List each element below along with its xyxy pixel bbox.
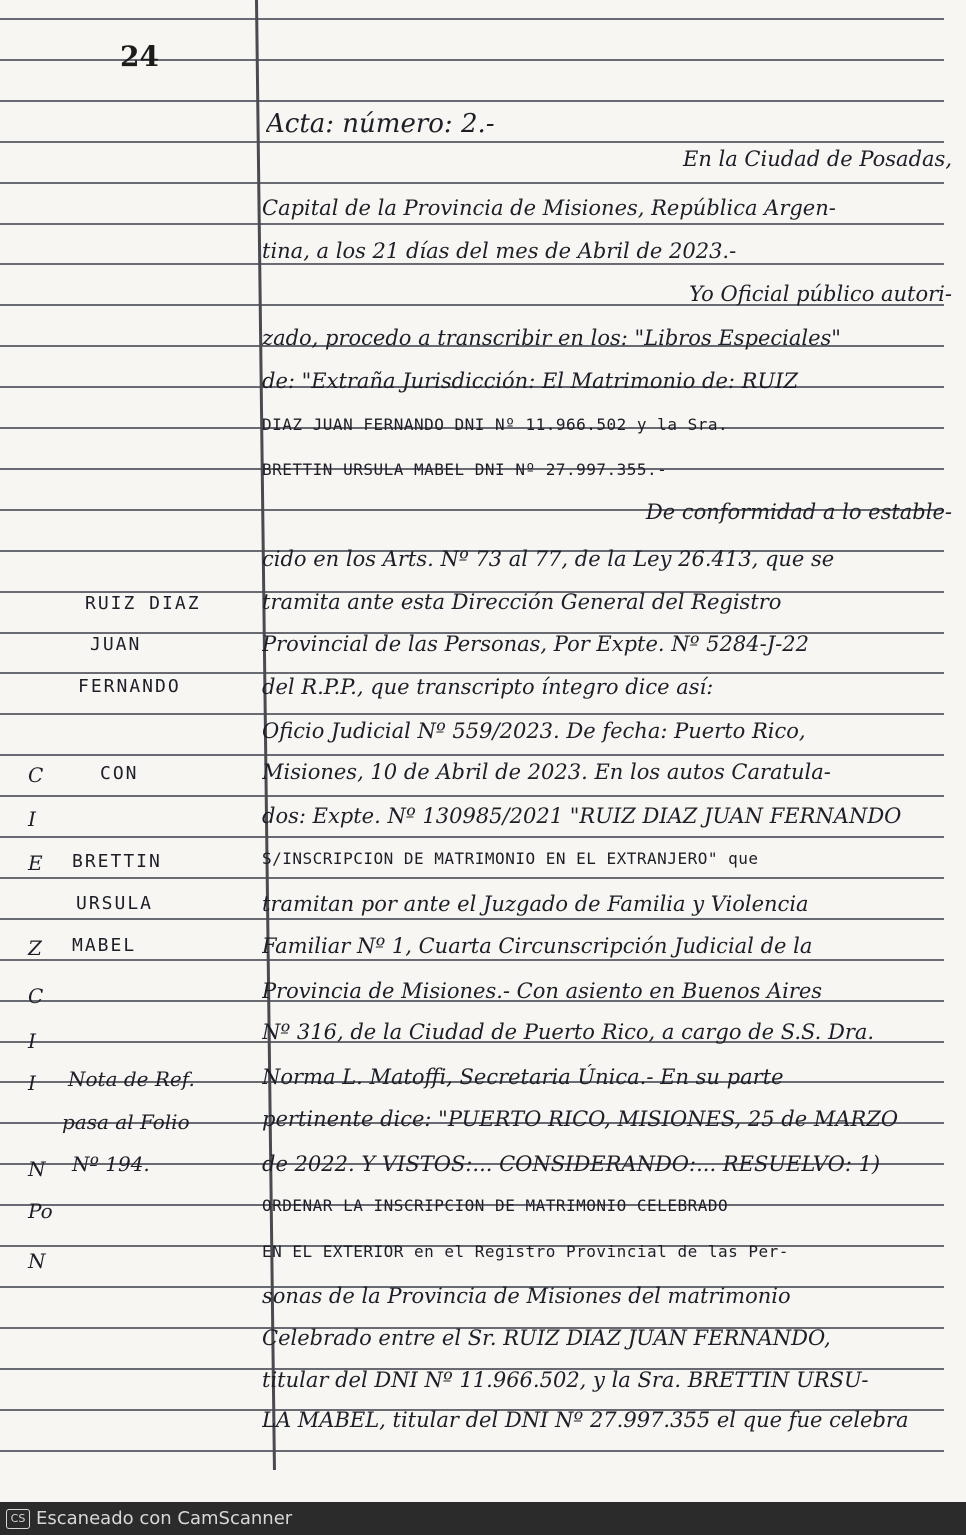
handwritten-line: Norma L. Matoffi, Secretaria Única.- En su parte	[262, 1065, 784, 1089]
margin-mark: I	[28, 807, 36, 831]
handwritten-line: cido en los Arts. Nº 73 al 77, de la Ley 26.413, que se	[262, 547, 835, 571]
handwritten-line: ORDENAR LA INSCRIPCION DE MATRIMONIO CELEBRADO	[262, 1196, 729, 1215]
margin-name: CON	[100, 763, 139, 784]
camscanner-logo-icon: CS	[6, 1509, 30, 1529]
handwritten-line: pertinente dice: "PUERTO RICO, MISIONES, 25 de MARZO	[262, 1107, 899, 1131]
handwritten-line: S/INSCRIPCION DE MATRIMONIO EN EL EXTRANJERO" que	[262, 849, 759, 868]
margin-mark: C	[28, 763, 44, 787]
margin-mark: Po	[28, 1199, 53, 1223]
ruled-line	[0, 795, 944, 797]
handwritten-line: LA MABEL, titular del DNI Nº 27.997.355 el que fue celebra	[262, 1408, 909, 1432]
handwritten-line: de: "Extraña Jurisdicción: El Matrimonio de: RUIZ	[262, 369, 799, 393]
reference-note: Nº 194.	[72, 1152, 150, 1176]
handwritten-line: tramita ante esta Dirección General del Registro	[262, 590, 782, 614]
handwritten-line: dos: Expte. Nº 130985/2021 "RUIZ DIAZ JUAN FERNANDO	[262, 804, 902, 828]
handwritten-line: Nº 316, de la Ciudad de Puerto Rico, a cargo de S.S. Dra.	[262, 1020, 875, 1044]
handwritten-line: Capital de la Provincia de Misiones, República Argen-	[262, 196, 836, 220]
ruled-line	[0, 877, 944, 879]
handwritten-line: Misiones, 10 de Abril de 2023. En los autos Caratula-	[262, 760, 831, 784]
page-number: 24	[120, 40, 159, 73]
handwritten-line: tramitan por ante el Juzgado de Familia y Violencia	[262, 892, 809, 916]
handwritten-line: Familiar Nº 1, Cuarta Circunscripción Judicial de la	[262, 934, 813, 958]
margin-name: MABEL	[72, 935, 137, 956]
margin-mark: I	[28, 1029, 36, 1053]
reference-note: pasa al Folio	[62, 1110, 190, 1134]
handwritten-line: Celebrado entre el Sr. RUIZ DIAZ JUAN FERNANDO,	[262, 1326, 831, 1350]
handwritten-line: Provincial de las Personas, Por Expte. Nº 5284-J-22	[262, 632, 809, 656]
margin-mark: I	[28, 1071, 36, 1095]
handwritten-line: En la Ciudad de Posadas,	[682, 147, 952, 171]
handwritten-line: Provincia de Misiones.- Con asiento en Buenos Aires	[262, 979, 823, 1003]
handwritten-line: del R.P.P., que transcripto íntegro dice así:	[262, 675, 714, 699]
handwritten-line: de 2022. Y VISTOS:... CONSIDERANDO:... RESUELVO: 1)	[262, 1152, 881, 1176]
margin-mark: N	[28, 1157, 46, 1181]
handwritten-line: EN EL EXTERIOR en el Registro Provincial de las Per-	[262, 1242, 789, 1261]
watermark-text: Escaneado con CamScanner	[36, 1508, 293, 1529]
handwritten-line: sonas de la Provincia de Misiones del matrimonio	[262, 1284, 791, 1308]
reference-note: Nota de Ref.	[68, 1067, 195, 1091]
ruled-line	[0, 100, 944, 102]
handwritten-line: Oficio Judicial Nº 559/2023. De fecha: Puerto Rico,	[262, 719, 806, 743]
margin-name: URSULA	[76, 893, 154, 914]
handwritten-line: zado, procedo a transcribir en los: "Libros Especiales"	[262, 326, 841, 350]
margin-mark: E	[28, 851, 43, 875]
handwritten-line: DIAZ JUAN FERNANDO DNI Nº 11.966.502 y la Sra.	[262, 415, 729, 434]
margin-mark: C	[28, 984, 44, 1008]
margin-name: JUAN	[90, 634, 142, 655]
ruled-line	[0, 836, 944, 838]
ruled-line	[0, 182, 944, 184]
handwritten-line: Acta: número: 2.-	[266, 109, 495, 139]
ruled-line	[0, 1450, 944, 1452]
handwritten-line: titular del DNI Nº 11.966.502, y la Sra. BRETTIN URSU-	[262, 1368, 869, 1392]
margin-mark: N	[28, 1249, 46, 1273]
ruled-line	[0, 18, 944, 20]
handwritten-line: BRETTIN URSULA MABEL DNI Nº 27.997.355.-	[262, 460, 668, 479]
margin-name: RUIZ DIAZ	[85, 593, 201, 614]
handwritten-line: Yo Oficial público autori-	[689, 282, 952, 306]
margin-name: FERNANDO	[78, 676, 181, 697]
scanner-watermark	[0, 1502, 966, 1535]
handwritten-line: De conformidad a lo estable-	[645, 500, 952, 524]
margin-mark: Z	[28, 936, 42, 960]
handwritten-line: tina, a los 21 días del mes de Abril de 2023.-	[262, 239, 737, 263]
margin-name: BRETTIN	[72, 851, 162, 872]
